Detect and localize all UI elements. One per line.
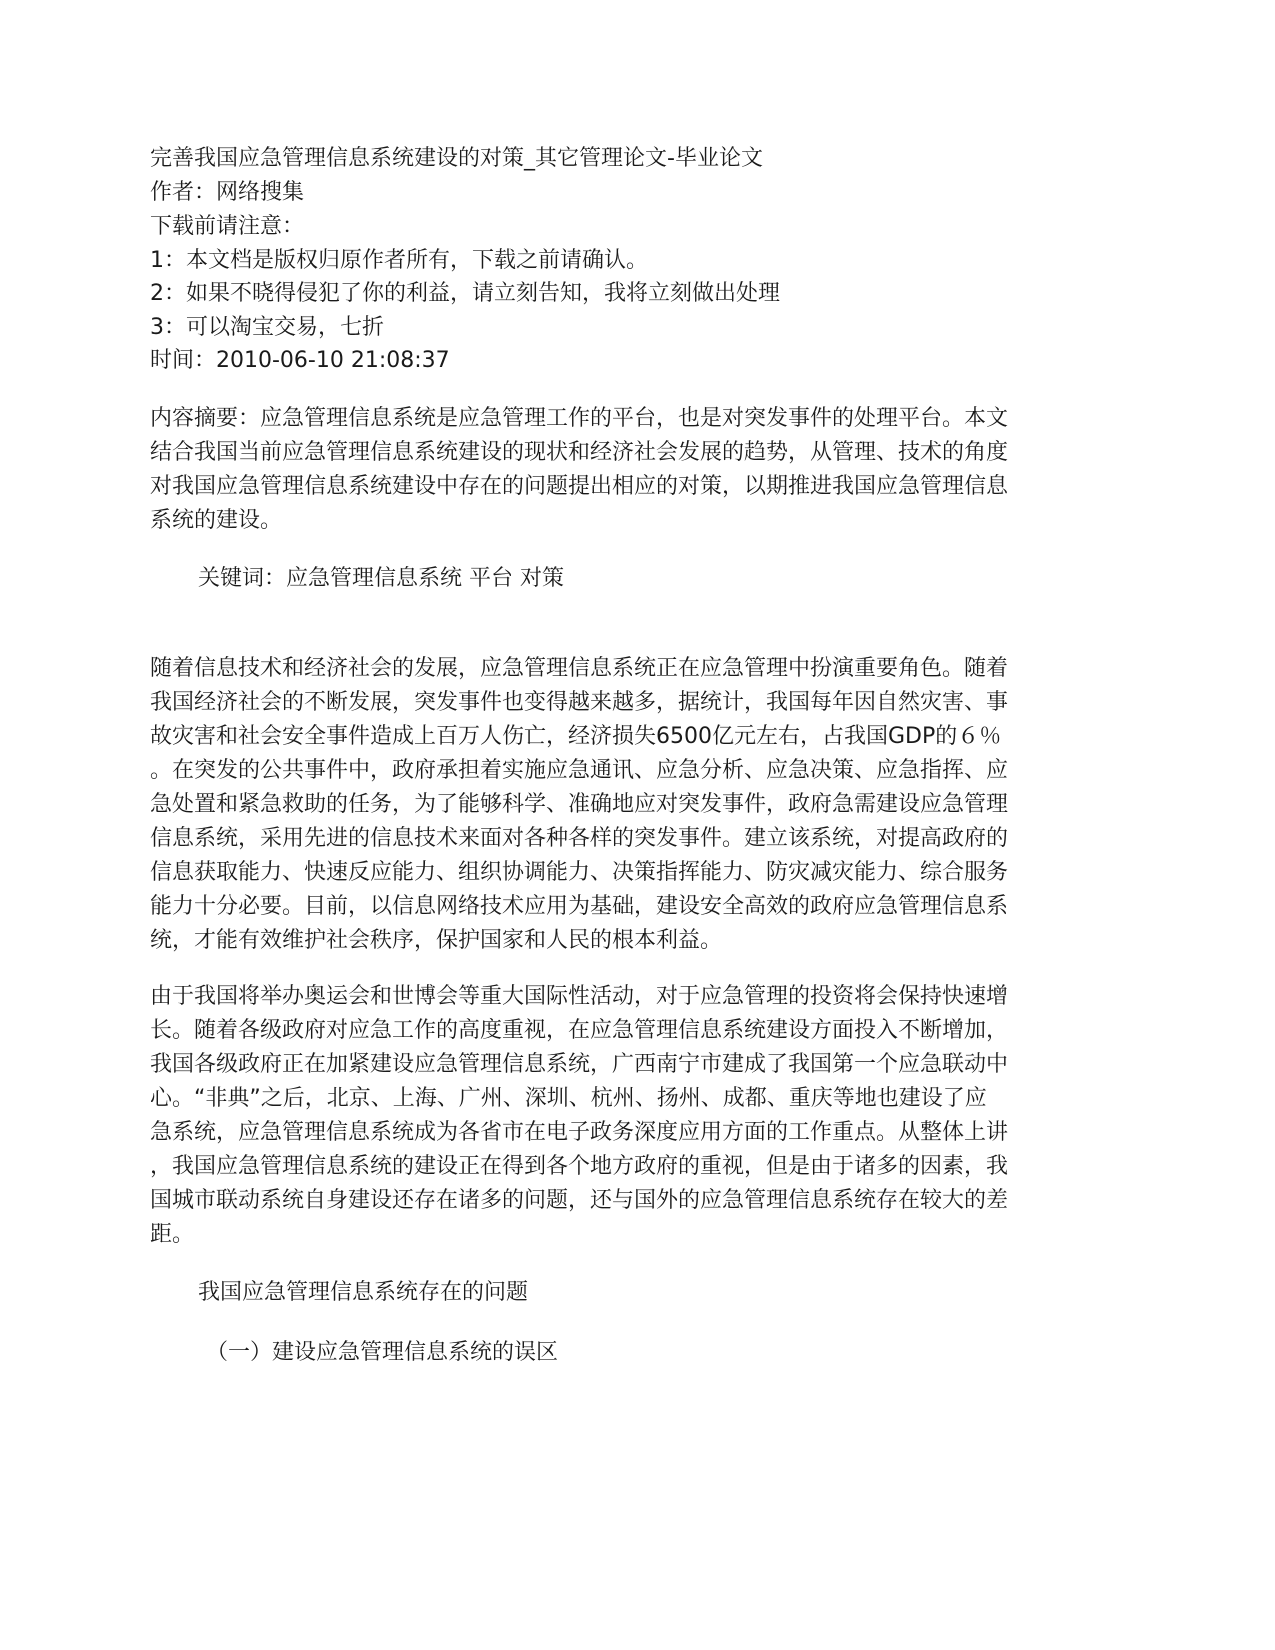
paragraph-line: 心。“非典”之后，北京、上海、广州、深圳、杭州、扬州、成都、重庆等地也建设了应	[150, 1086, 987, 1111]
paragraph-line: 故灾害和社会安全事件造成上百万人伤亡，经济损失6500亿元左右，占我国GDP的６％	[150, 724, 1002, 749]
abstract-line: 内容摘要：应急管理信息系统是应急管理工作的平台，也是对突发事件的处理平台。本文	[150, 406, 1009, 431]
paragraph-line: 信息系统，采用先进的信息技术来面对各种各样的突发事件。建立该系统，对提高政府的	[150, 826, 1009, 851]
paragraph-line: 我国经济社会的不断发展，突发事件也变得越来越多，据统计，我国每年因自然灾害、事	[150, 690, 1009, 715]
notice-item: 2：如果不晓得侵犯了你的利益，请立刻告知，我将立刻做出处理	[150, 281, 780, 306]
paragraph-line: 信息获取能力、快速反应能力、组织协调能力、决策指挥能力、防灾减灾能力、综合服务	[150, 860, 1009, 885]
paragraph-line: 急处置和紧急救助的任务，为了能够科学、准确地应对突发事件，政府急需建设应急管理	[150, 792, 1009, 817]
timestamp-line: 时间：2010-06-10 21:08:37	[150, 348, 450, 373]
section-heading: 我国应急管理信息系统存在的问题	[198, 1280, 529, 1305]
body-paragraph-1	[150, 652, 1118, 958]
paragraph-line: 统，才能有效维护社会秩序，保护国家和人民的根本利益。	[150, 928, 723, 953]
abstract-line: 结合我国当前应急管理信息系统建设的现状和经济社会发展的趋势，从管理、技术的角度	[150, 440, 1009, 465]
keywords-line: 关键词：应急管理信息系统 平台 对策	[198, 566, 564, 591]
paragraph-line: 长。随着各级政府对应急工作的高度重视，在应急管理信息系统建设方面投入不断增加，	[150, 1018, 1009, 1043]
notice-heading: 下载前请注意：	[150, 214, 305, 239]
paragraph-line: 。在突发的公共事件中，政府承担着实施应急通讯、应急分析、应急决策、应急指挥、应	[150, 758, 1009, 783]
abstract-line: 对我国应急管理信息系统建设中存在的问题提出相应的对策，以期推进我国应急管理信息	[150, 474, 1009, 499]
paragraph-line: 国城市联动系统自身建设还存在诸多的问题，还与国外的应急管理信息系统存在较大的差	[150, 1188, 1009, 1213]
paragraph-line: 能力十分必要。目前，以信息网络技术应用为基础，建设安全高效的政府应急管理信息系	[150, 894, 1009, 919]
document-title: 完善我国应急管理信息系统建设的对策_其它管理论文-毕业论文	[150, 146, 763, 171]
notice-item: 1：本文档是版权归原作者所有，下载之前请确认。	[150, 248, 648, 273]
subsection-heading: （一）建设应急管理信息系统的误区	[206, 1340, 559, 1365]
paragraph-line: ，我国应急管理信息系统的建设正在得到各个地方政府的重视，但是由于诸多的因素，我	[150, 1154, 1009, 1179]
paragraph-line: 距。	[150, 1222, 195, 1247]
abstract-paragraph	[150, 402, 1118, 538]
body-paragraph-2	[150, 980, 1118, 1252]
paragraph-line: 由于我国将举办奥运会和世博会等重大国际性活动，对于应急管理的投资将会保持快速增	[150, 984, 1009, 1009]
notice-item: 3：可以淘宝交易，七折	[150, 315, 384, 340]
paragraph-line: 急系统，应急管理信息系统成为各省市在电子政务深度应用方面的工作重点。从整体上讲	[150, 1120, 1009, 1145]
abstract-line: 系统的建设。	[150, 508, 283, 533]
paragraph-line: 我国各级政府正在加紧建设应急管理信息系统，广西南宁市建成了我国第一个应急联动中	[150, 1052, 1009, 1077]
paragraph-line: 随着信息技术和经济社会的发展，应急管理信息系统正在应急管理中扮演重要角色。随着	[150, 656, 1009, 681]
author-line: 作者：网络搜集	[150, 180, 305, 205]
